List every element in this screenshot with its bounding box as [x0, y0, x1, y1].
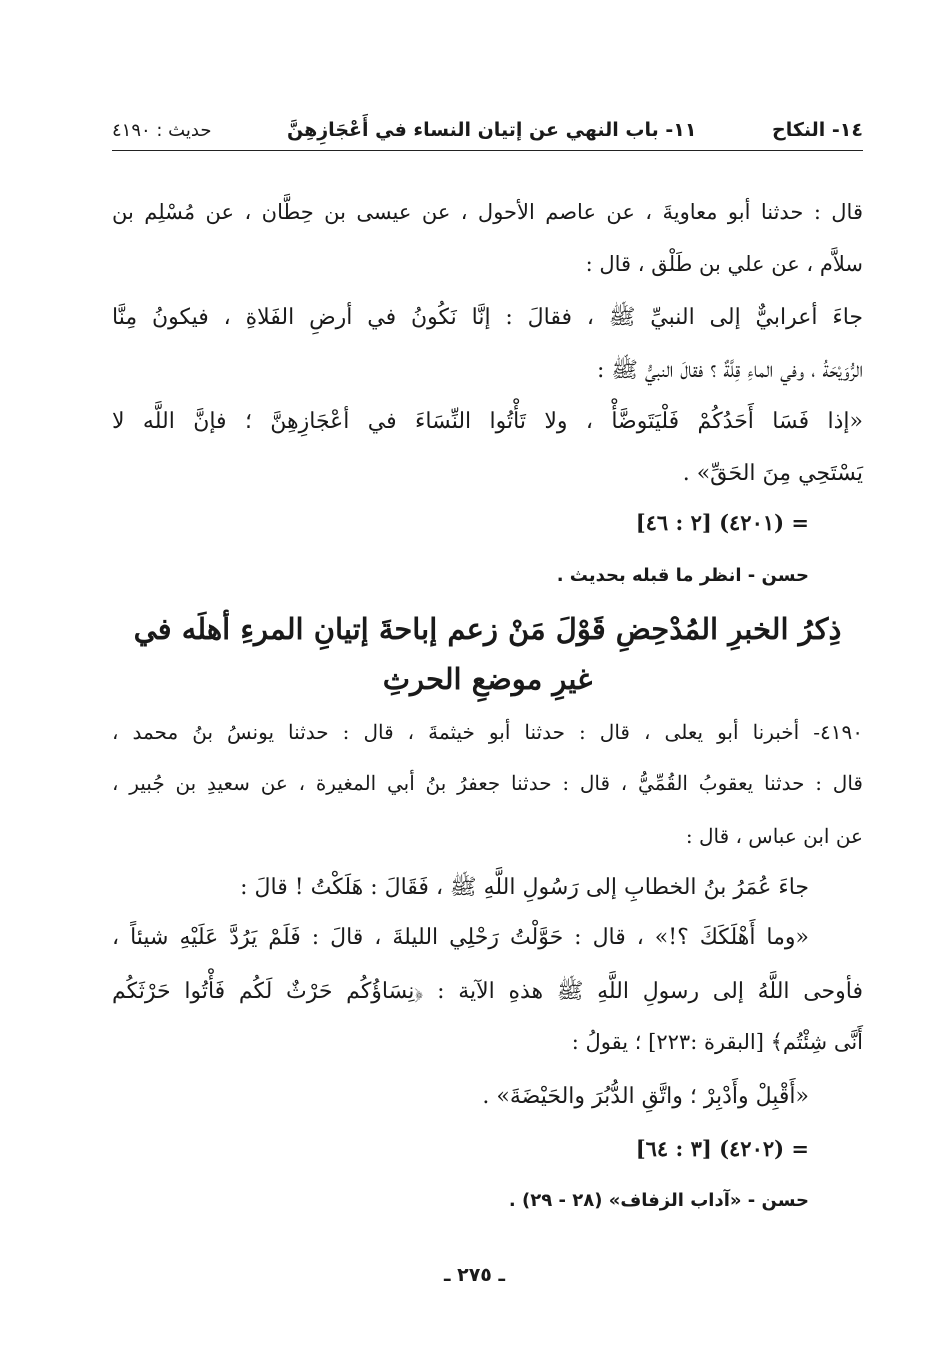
grading-note: حسن - «آداب الزفاف» (٢٨ - ٢٩) . [508, 1190, 809, 1211]
hadith-text-line: «إذا فَسَا أَحَدُكُمْ فَلْيَتَوضَّأْ ، ولا تَأْتُوا النِّسَاءَ في أعْجَازِهِنَّ ؛ فإنَّ اللَّه لا [112, 409, 863, 434]
hadith-number: حديث : ٤١٩٠ [112, 119, 212, 141]
hadith-text-line: «أَقْبِلْ وأَدْبِرْ ؛ واتَّقِ الدُّبُرَ والحَيْضَةَ» . [482, 1084, 809, 1109]
cross-reference: = (٤٢٠١) [٢ : ٤٦] [635, 510, 809, 535]
text-line: ٤١٩٠- أخبرنا أبو يعلى ، قال : حدثنا أبو خيثمةَ ، قال : حدثنا يونسُ بنُ محمد ، [112, 720, 863, 744]
chapter-title: ١٤- النكاح [772, 119, 863, 141]
text-line: سلاَّم ، عن علي بن طَلْق ، قال : [585, 252, 863, 276]
hadith-text-line: يَسْتَحِي مِنَ الحَقِّ» . [682, 461, 863, 486]
text-line: عن ابن عباس ، قال : [685, 824, 863, 848]
section-title: غيرِ موضعِ الحرثِ [382, 662, 593, 696]
running-header [112, 112, 863, 148]
header-rule [112, 150, 863, 151]
bab-title: ١١- باب النهي عن إتيان النساء في أَعْجَازِهِنَّ [286, 119, 697, 141]
hadith-text-line: أَنَّى شِئْتُم﴾ [البقرة :٢٢٣] ؛ يقولُ : [571, 1030, 863, 1054]
hadith-text-line: الرُّوَيْحَةُ ، وفي الماءِ قِلَّةٌ ؟ فقالَ النبيُّ ﷺ : [596, 358, 863, 383]
hadith-text-line: جاءَ أعرابيٌّ إلى النبيِّ ﷺ ، فقالَ : إنَّا نَكُونُ في أرضِ الفَلاةِ ، فيكونُ مِنَّا [112, 305, 863, 330]
cross-reference: = (٤٢٠٢) [٣ : ٦٤] [635, 1136, 809, 1161]
section-title: ذِكرُ الخبرِ المُدْحِضِ قَوْلَ مَنْ زعم إباحةَ إتيانِ المرءِ أهلَه في [133, 612, 842, 646]
hadith-text-line: فأوحى اللَّهُ إلى رسولِ اللَّهِ ﷺ هذهِ الآية : ﴿نِسَاؤُكُم حَرْثٌ لَكُم فَأْتُوا حَرْثَكُم [112, 979, 863, 1004]
page-number: ـ ٢٧٥ ـ [443, 1264, 505, 1286]
grading-note: حسن - انظر ما قبله بحديث . [556, 565, 809, 586]
hadith-text-line: «وما أَهْلَكَكَ ؟!» ، قال : حَوَّلْتُ رَحْلِي الليلةَ ، قالَ : فَلَمْ يَرُدَّ عَلَيْهِ شيئاً ، [112, 925, 809, 950]
hadith-text-line: جاءَ عُمَرُ بنُ الخطابِ إلى رَسُولِ اللَّهِ ﷺ ، فَقَالَ : هَلَكْتُ ! قالَ : [240, 875, 809, 900]
text-line: قال : حدثنا يعقوبُ القُمِّيُّ ، قال : حدثنا جعفرُ بنُ أبي المغيرة ، عن سعيدِ بن جُبير ، [112, 771, 863, 795]
text-line: قال : حدثنا أبو معاويةَ ، عن عاصم الأحول ، عن عيسى بن حِطَّان ، عن مُسْلِم بن [112, 200, 863, 224]
